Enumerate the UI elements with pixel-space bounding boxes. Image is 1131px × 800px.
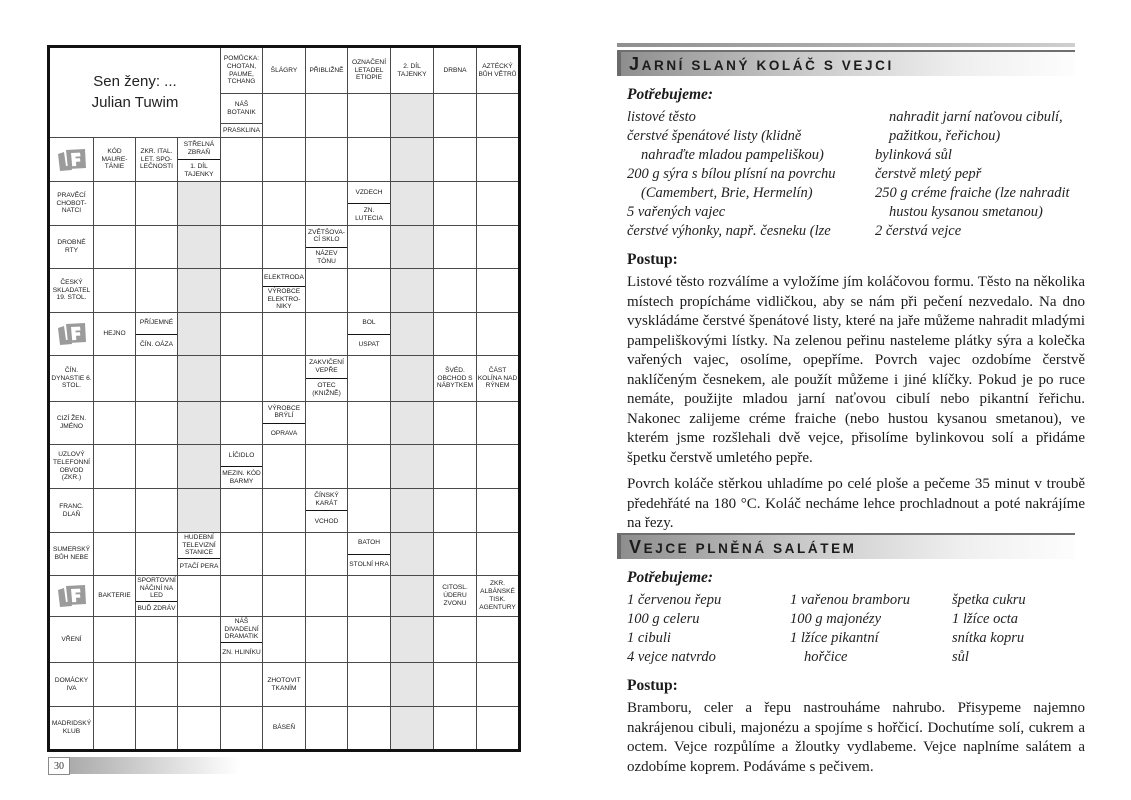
split-clue-cell <box>306 356 348 402</box>
answer-cell <box>136 445 178 489</box>
answer-cell <box>263 138 306 182</box>
ingredients-column-2 <box>790 591 952 667</box>
answer-cell <box>348 576 391 617</box>
clue-bottom: MEZIN. KÓD BARMY <box>221 466 262 488</box>
answer-cell <box>477 313 520 356</box>
answer-cell <box>306 94 348 138</box>
clue-bottom: OTEC (KNIŽNĚ) <box>306 378 347 401</box>
answer-cell <box>477 617 520 663</box>
clue-top: VZDECH <box>355 188 383 196</box>
answer-cell <box>221 533 263 576</box>
answer-cell <box>263 226 306 269</box>
clue-cell: HEJNO <box>94 313 136 356</box>
answer-cell <box>348 226 391 269</box>
answer-cell <box>434 489 477 533</box>
ingredient-line: 100 g celeru <box>627 611 700 627</box>
clue-cell: DOMÁCKY IVA <box>49 663 94 707</box>
answer-cell <box>221 313 263 356</box>
clue-cell: ČÍN. DYNASTIE 6. STOL. <box>49 356 94 402</box>
answer-cell <box>306 138 348 182</box>
ingredient-line: 250 g créme fraiche (lze nahradit <box>875 185 1070 201</box>
clue-bottom: STOLNÍ HRA <box>348 554 390 576</box>
clue-top: ZAKVIČENÍ VEPŘE <box>309 359 344 374</box>
answer-cell <box>348 707 391 751</box>
clue-top: HUDEBNÍ TELEVIZNÍ STANICE <box>182 534 216 557</box>
ingredient-line: hořčice <box>804 649 848 665</box>
answer-cell <box>306 182 348 226</box>
answer-cell <box>477 269 520 313</box>
answer-cell <box>136 533 178 576</box>
recipe2-steps-paragraph-1: Bramboru, celer a řepu nastrouháme nahrubo. Přisypeme najemno nakrájenou cibuli, majonézu a spojíme s hořčicí. Dochutíme solí, cukrem a octem. Vejce rozpůlíme a žloutky vydlabeme. Vejce naplníme salátem a ozdobíme koprem. Podáváme s pečivem. <box>627 700 1085 775</box>
clue-cell: POMŮCKA: CHOTAN, PAUME, TCHANG <box>221 47 263 94</box>
recipe2-title: VEJCE PLNĚNÁ SALÁTEM <box>629 536 857 557</box>
clue-cell: DROBNÉ RTY <box>49 226 94 269</box>
recipe1-steps-paragraph-2: Povrch koláče stěrkou uhladíme po celé ploše a pečeme 35 minut v troubě předehřáté na 180 °C. Koláč necháme lehce prochladnout a poté nakrájíme na řezy. <box>627 476 1085 531</box>
ingredients-column-1 <box>627 591 790 667</box>
answer-cell <box>94 356 136 402</box>
answer-cell <box>434 663 477 707</box>
clue-cell: ČESKÝ SKLADATEL 19. STOL. <box>49 269 94 313</box>
answer-cell <box>434 138 477 182</box>
recipe2-title-bar <box>617 533 1075 559</box>
answer-cell <box>94 226 136 269</box>
clue-bottom: ZN. HLINÍKU <box>221 642 262 662</box>
clue-top: VÝROBCE BRÝLÍ <box>267 404 301 420</box>
recipe-section-1 <box>617 50 1087 534</box>
ingredient-line: 200 g sýra s bílou plísní na povrchu <box>627 166 836 182</box>
solution-cell <box>391 226 434 269</box>
clue-top: BATOH <box>357 539 381 547</box>
ingredient-line: sůl <box>952 649 969 665</box>
answer-cell <box>263 576 306 617</box>
ingredient-line: 1 červenou řepu <box>627 592 722 608</box>
clue-cell: SUMERSKÝ BŮH NEBE <box>49 533 94 576</box>
answer-cell <box>136 617 178 663</box>
answer-cell <box>94 402 136 445</box>
answer-cell <box>94 533 136 576</box>
answer-cell <box>94 707 136 751</box>
answer-cell <box>263 356 306 402</box>
answer-cell <box>348 94 391 138</box>
clue-bottom: BUĎ ZDRÁV <box>136 601 177 616</box>
answer-cell <box>477 138 520 182</box>
crossword-title-line1: Sen ženy: ... <box>93 73 177 91</box>
answer-cell <box>477 533 520 576</box>
answer-cell <box>221 576 263 617</box>
clue-top: PŘÍJEMNÉ <box>139 319 174 327</box>
answer-cell <box>348 489 391 533</box>
answer-cell <box>221 356 263 402</box>
solution-cell <box>178 182 221 226</box>
answer-cell <box>263 94 306 138</box>
answer-cell <box>348 402 391 445</box>
clue-bottom: ČÍN. OÁZA <box>136 334 177 356</box>
answer-cell <box>306 617 348 663</box>
split-clue-cell <box>263 269 306 313</box>
clue-cell: KÓD MAURE- TÁNIE <box>94 138 136 182</box>
answer-cell <box>434 269 477 313</box>
ingredient-line: 100 g majonézy <box>790 611 882 627</box>
clue-cell: NÁŠ BOTANIK <box>221 94 263 124</box>
split-clue-cell <box>263 402 306 445</box>
answer-cell <box>178 617 221 663</box>
clue-cell: PRAVĚCÍ CHOBOT- NATCI <box>49 182 94 226</box>
recipe2-steps-label: Postup: <box>627 677 678 694</box>
answer-cell <box>221 402 263 445</box>
ingredient-line: (Camembert, Brie, Hermelín) <box>641 185 813 201</box>
answer-cell <box>221 707 263 751</box>
solution-cell <box>178 445 221 489</box>
answer-cell <box>306 663 348 707</box>
recipe2-needs-label: Potřebujeme: <box>627 569 714 586</box>
recipe-section-2 <box>617 530 1087 777</box>
answer-cell <box>477 182 520 226</box>
ingredient-line: čerstvě mletý pepř <box>875 166 982 182</box>
clue-cell: PRASKLINA <box>221 124 263 138</box>
clue-bottom: USPAT <box>348 334 390 356</box>
ingredient-line: 1 lžíce octa <box>952 611 1019 627</box>
answer-cell <box>434 402 477 445</box>
publisher-logo-icon <box>56 582 88 610</box>
answer-cell <box>136 489 178 533</box>
answer-cell <box>477 663 520 707</box>
split-clue-cell <box>348 182 391 226</box>
answer-cell <box>348 138 391 182</box>
clue-top: SPORTOVNÍ NÁČINÍ NA LED <box>137 577 176 600</box>
ingredient-line: čerstvé výhonky, např. česneku (lze <box>627 223 831 239</box>
answer-cell <box>178 707 221 751</box>
recipe1-title-bar <box>617 50 1075 76</box>
answer-cell <box>94 617 136 663</box>
answer-cell <box>477 707 520 751</box>
clue-cell: UZLOVÝ TELEFONNÍ OBVOD (ZKR.) <box>49 445 94 489</box>
clue-cell: ZKR. ITAL. LET. SPO- LEČNOSTI <box>136 138 178 182</box>
clue-bottom: VCHOD <box>306 510 347 532</box>
ingredient-line: nahradit jarní naťovou cibulí, <box>889 109 1063 125</box>
clue-cell: ZKR. ALBÁNSKÉ TISK. AGENTURY <box>477 576 520 617</box>
answer-cell <box>94 269 136 313</box>
ingredients-column-3 <box>952 591 1087 667</box>
solution-cell <box>391 663 434 707</box>
answer-cell <box>136 226 178 269</box>
clue-bottom: NÁZEV TÓNU <box>306 247 347 269</box>
answer-cell <box>306 402 348 445</box>
solution-cell <box>391 617 434 663</box>
answer-cell <box>221 489 263 533</box>
publisher-logo-icon <box>56 146 88 174</box>
solution-cell <box>391 445 434 489</box>
clue-bottom: PTAČÍ PERA <box>178 558 220 575</box>
answer-cell <box>136 356 178 402</box>
clue-cell: AZTÉCKÝ BŮH VĚTRŮ <box>477 47 520 94</box>
answer-cell <box>263 445 306 489</box>
answer-cell <box>477 402 520 445</box>
ingredients-column-1 <box>627 108 875 241</box>
answer-cell <box>221 663 263 707</box>
answer-cell <box>136 182 178 226</box>
solution-cell <box>391 269 434 313</box>
split-clue-cell <box>178 533 221 576</box>
solution-cell <box>178 402 221 445</box>
answer-cell <box>306 269 348 313</box>
ingredient-line: špetka cukru <box>952 592 1026 608</box>
clue-cell: CITOSL. ÚDERU ZVONU <box>434 576 477 617</box>
clue-cell: ZHOTOVIT TKANÍM <box>263 663 306 707</box>
answer-cell <box>477 226 520 269</box>
answer-cell <box>94 489 136 533</box>
ingredient-line: 1 vařenou bramboru <box>790 592 911 608</box>
answer-cell <box>477 489 520 533</box>
recipe1-ingredients <box>627 108 1087 241</box>
split-clue-cell <box>221 617 263 663</box>
answer-cell <box>306 313 348 356</box>
clue-top: LÍČIDLO <box>228 451 255 459</box>
page-top-decoration-bar <box>617 43 1075 47</box>
answer-cell <box>263 617 306 663</box>
answer-cell <box>221 182 263 226</box>
page-number: 30 <box>48 757 70 775</box>
answer-cell <box>263 489 306 533</box>
answer-cell <box>348 617 391 663</box>
answer-cell <box>348 663 391 707</box>
split-clue-cell <box>348 313 391 356</box>
ingredient-line: 5 vařených vajec <box>627 204 726 220</box>
answer-cell <box>348 445 391 489</box>
solution-cell <box>391 489 434 533</box>
clue-bottom: VÝROBCE ELEKTRO- NIKY <box>263 286 305 312</box>
answer-cell <box>221 138 263 182</box>
clue-cell: VŘENÍ <box>49 617 94 663</box>
answer-cell <box>94 445 136 489</box>
ingredient-line: bylinková sůl <box>875 147 952 163</box>
solution-cell <box>391 402 434 445</box>
answer-cell <box>136 269 178 313</box>
clue-cell: ČÁST KOLÍNA NAD RÝNEM <box>477 356 520 402</box>
answer-cell <box>434 617 477 663</box>
clue-top: BOL <box>362 319 376 327</box>
clue-bottom: 1. DÍL TAJENKY <box>178 159 220 181</box>
publisher-logo-cell <box>49 576 94 617</box>
clue-cell: DRBNA <box>434 47 477 94</box>
ingredient-line: nahraďte mladou pampeliškou) <box>641 147 824 163</box>
answer-cell <box>263 313 306 356</box>
clue-cell: BAKTERIE <box>94 576 136 617</box>
clue-top: STŘELNÁ ZBRAŇ <box>183 140 215 156</box>
answer-cell <box>306 445 348 489</box>
ingredient-line: pažitkou, řeřichou) <box>889 128 1001 144</box>
answer-cell <box>434 94 477 138</box>
ingredient-line: listové těsto <box>627 109 696 125</box>
split-clue-cell <box>306 226 348 269</box>
clue-bottom: ZN. LUTECIA <box>348 203 390 225</box>
solution-cell <box>391 313 434 356</box>
answer-cell <box>434 313 477 356</box>
split-clue-cell <box>178 138 221 182</box>
clue-cell: CIZÍ ŽEN. JMÉNO <box>49 402 94 445</box>
answer-cell <box>263 182 306 226</box>
split-clue-cell <box>306 489 348 533</box>
answer-cell <box>434 182 477 226</box>
answer-cell <box>477 445 520 489</box>
clue-cell: PŘIBLIŽNĚ <box>306 47 348 94</box>
recipe1-steps-label: Postup: <box>627 251 678 268</box>
split-clue-cell <box>136 576 178 617</box>
clue-cell: BÁSEŇ <box>263 707 306 751</box>
crossword-title-cell <box>49 47 221 138</box>
ingredient-line: 2 čerstvá vejce <box>875 223 962 239</box>
answer-cell <box>434 445 477 489</box>
crossword-grid <box>47 45 521 752</box>
answer-cell <box>434 533 477 576</box>
answer-cell <box>348 356 391 402</box>
solution-cell <box>178 356 221 402</box>
ingredients-column-2 <box>875 108 1087 241</box>
footer-decoration-bar <box>70 757 240 774</box>
clue-top: ELEKTRODA <box>264 273 304 281</box>
clue-top: ČÍNSKÝ KARÁT <box>314 491 339 507</box>
split-clue-cell <box>136 313 178 356</box>
answer-cell <box>434 707 477 751</box>
recipe1-needs-label: Potřebujeme: <box>627 86 714 103</box>
ingredient-line: čerstvé špenátové listy (klidně <box>627 128 802 144</box>
recipe1-title: JARNÍ SLANÝ KOLÁČ S VEJCI <box>629 53 894 74</box>
recipe-page-column <box>617 43 1087 775</box>
clue-cell: FRANC. DLAŇ <box>49 489 94 533</box>
ingredient-line: snítka kopru <box>952 630 1025 646</box>
answer-cell <box>306 533 348 576</box>
recipe1-steps-paragraph-1: Listové těsto rozválíme a vyložíme jím koláčovou formu. Těsto na několika místech propícháme vidličkou, aby se nám při pečení nezvedalo. Na dno vyskládáme čerstvé špenátové listy, které na jaře můžeme nahradit mladými pampeliškovými lístky. Na zelenou peřinu nasteleme plátky sýra a kolečka vařených vajec, osolíme, opepříme. Povrch vajec ozdobíme čerstvě naklíčeným česnekem, ale použít můžeme i jiné klíčky. Pokud je po ruce nemáte, použijte mladou jarní naťovou cibulí nebo pikantní řeřichu. Nakonec zalijeme créme fraiche (nebo hustou kysanou smetanou), ve kterém jsme rozšlehali dvě vejce, přisolíme bylinkovou solí a přidáme špetku čerstvě umletého pepře. <box>627 274 1085 466</box>
clue-cell: MADRIDSKÝ KLUB <box>49 707 94 751</box>
ingredient-line: hustou kysanou smetanou) <box>889 204 1043 220</box>
clue-cell: OZNAČENÍ LETADEL ETIOPIE <box>348 47 391 94</box>
publisher-logo-cell <box>49 313 94 356</box>
answer-cell <box>221 226 263 269</box>
clue-top: NÁŠ DIVADELNÍ DRAMATIK <box>224 618 259 641</box>
solution-cell <box>391 138 434 182</box>
split-clue-cell <box>221 445 263 489</box>
solution-cell <box>391 576 434 617</box>
solution-cell <box>391 356 434 402</box>
solution-cell <box>391 533 434 576</box>
solution-cell <box>178 489 221 533</box>
ingredient-line: 4 vejce natvrdo <box>627 649 716 665</box>
solution-cell <box>178 226 221 269</box>
solution-cell <box>178 313 221 356</box>
answer-cell <box>136 402 178 445</box>
answer-cell <box>434 226 477 269</box>
answer-cell <box>348 269 391 313</box>
clue-bottom: OPRAVA <box>263 423 305 445</box>
clue-cell: ŠVÉD. OBCHOD S NÁBYTKEM <box>434 356 477 402</box>
answer-cell <box>263 533 306 576</box>
clue-cell: ŠLÁGRY <box>263 47 306 94</box>
answer-cell <box>178 663 221 707</box>
solution-cell <box>178 269 221 313</box>
recipe2-ingredients <box>627 591 1087 667</box>
clue-top: ZVĚTŠOVA- CÍ SKLO <box>308 228 345 244</box>
solution-cell <box>391 94 434 138</box>
answer-cell <box>136 663 178 707</box>
answer-cell <box>306 707 348 751</box>
ingredient-line: 1 lžíce pikantní <box>790 630 879 646</box>
answer-cell <box>94 182 136 226</box>
answer-cell <box>477 94 520 138</box>
answer-cell <box>94 663 136 707</box>
split-clue-cell <box>348 533 391 576</box>
answer-cell <box>178 576 221 617</box>
ingredient-line: 1 cibuli <box>627 630 671 646</box>
solution-cell <box>391 182 434 226</box>
answer-cell <box>306 576 348 617</box>
answer-cell <box>221 269 263 313</box>
clue-cell: 2. DÍL TAJENKY <box>391 47 434 94</box>
solution-cell <box>391 707 434 751</box>
crossword-title-line2: Julian Tuwim <box>91 93 179 111</box>
answer-cell <box>136 707 178 751</box>
publisher-logo-cell <box>49 138 94 182</box>
publisher-logo-icon <box>56 320 88 348</box>
